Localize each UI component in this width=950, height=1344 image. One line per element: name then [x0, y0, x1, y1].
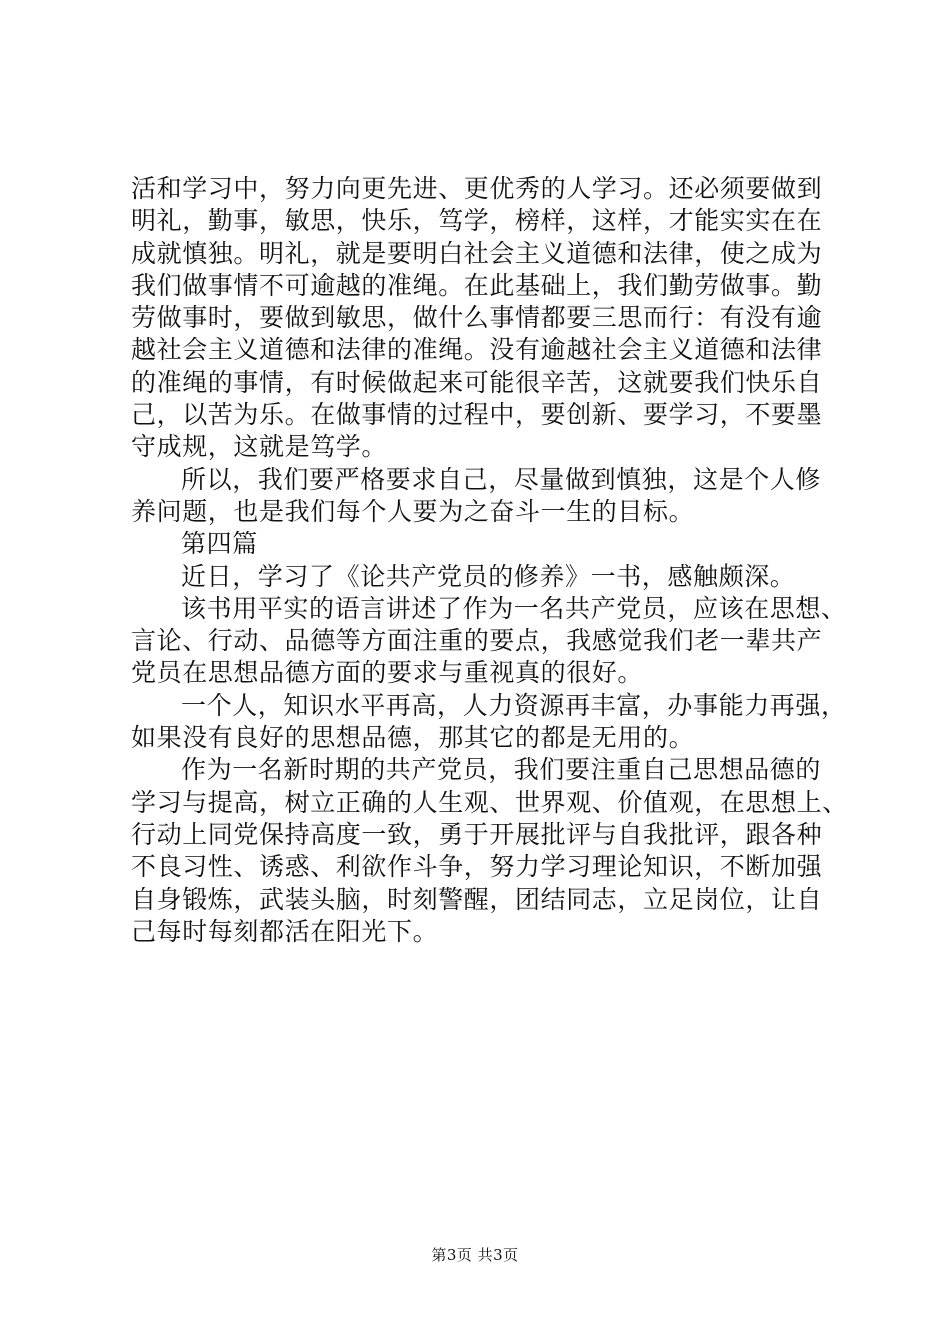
paragraph-start-line: 所以，我们要严格要求自己，尽量做到慎独，这是个人修: [181, 464, 822, 494]
text-line: 明礼，勤事，敏思，快乐，笃学，榜样，这样，才能实实在在: [131, 206, 823, 236]
text-line: 学习与提高，树立正确的人生观、世界观、价值观，在思想上、: [131, 787, 848, 817]
text-line: 劳做事时，要做到敏思，做什么事情都要三思而行：有没有逾: [131, 303, 823, 333]
document-body: [131, 173, 848, 948]
page-number-footer: 第3页 共3页: [431, 1246, 519, 1264]
text-line: 言论、行动、品德等方面注重的要点，我感觉我们老一辈共产: [131, 626, 823, 656]
text-line: 守成规，这就是笃学。: [131, 432, 388, 462]
text-line: 自身锻炼，武装头脑，时刻警醒，团结同志，立足岗位，让自: [131, 884, 823, 914]
text-line: 己每时每刻都活在阳光下。: [131, 916, 439, 946]
text-line: 党员在思想品德方面的要求与重视真的很好。: [131, 658, 644, 688]
text-line: 不良习性、诱惑、利欲作斗争，努力学习理论知识，不断加强: [131, 852, 823, 882]
paragraph-start-line: 该书用平实的语言讲述了作为一名共产党员，应该在思想、: [181, 593, 847, 623]
text-line: 己，以苦为乐。在做事情的过程中，要创新、要学习，不要墨: [131, 400, 823, 430]
text-line: 活和学习中，努力向更先进、更优秀的人学习。还必须要做到: [131, 174, 823, 203]
paragraph-start-line: 近日，学习了《论共产党员的修养》一书，感触颇深。: [181, 561, 796, 591]
text-line: 我们做事情不可逾越的准绳。在此基础上，我们勤劳做事。勤: [131, 270, 823, 300]
text-line: 越社会主义道德和法律的准绳。没有逾越社会主义道德和法律: [131, 335, 823, 365]
section-heading: 第四篇: [181, 529, 258, 559]
text-line: 养问题，也是我们每个人要为之奋斗一生的目标。: [131, 496, 695, 526]
paragraph-start-line: 作为一名新时期的共产党员，我们要注重自己思想品德的: [181, 755, 822, 785]
text-line: 如果没有良好的思想品德，那其它的都是无用的。: [131, 723, 695, 753]
text-line: 的准绳的事情，有时候做起来可能很辛苦，这就要我们快乐自: [131, 367, 823, 397]
text-line: 行动上同党保持高度一致，勇于开展批评与自我批评，跟各种: [131, 819, 823, 849]
paragraph-start-line: 一个人，知识水平再高，人力资源再丰富，办事能力再强，: [181, 690, 847, 720]
text-line: 成就慎独。明礼，就是要明白社会主义道德和法律，使之成为: [131, 238, 823, 268]
